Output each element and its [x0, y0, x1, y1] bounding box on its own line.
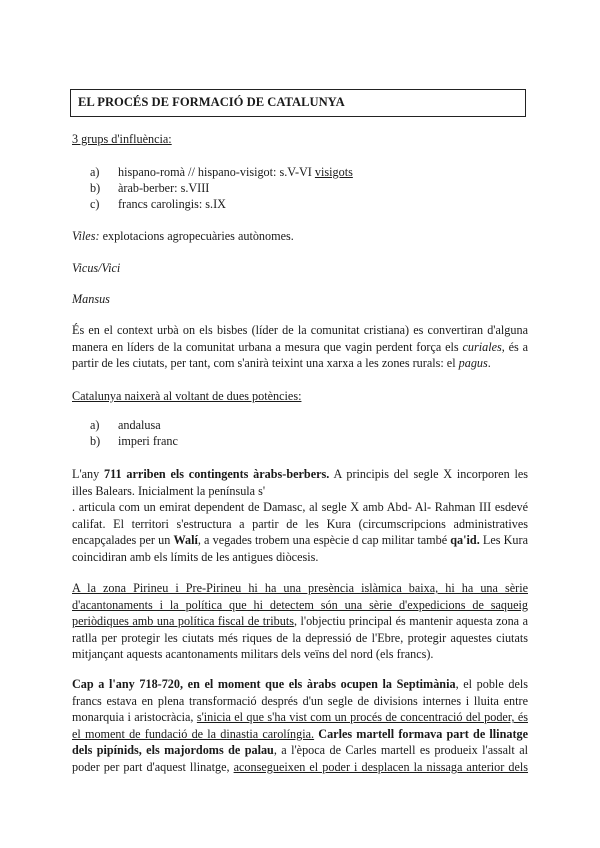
text-line: coincidiran amb els límits de les antigues diòcesis.: [72, 549, 319, 564]
list-text: àrab-berber: s.VIII: [118, 181, 210, 195]
paragraph-arab-arrival: [72, 466, 528, 566]
list-item: [90, 180, 353, 196]
mansus-term: Mansus: [72, 292, 110, 306]
list-item: [90, 433, 178, 449]
text-line: el moment de fundació de la dinastia carolíngia. Carles martell formava part de llinatge: [72, 726, 528, 741]
text-line: L'any 711 arriben els contingents àrabs-berbers. A principis del segle X incorporen les: [72, 467, 528, 481]
text-line: A la zona Pirineu i Pre-Pirineu hi ha una presència islàmica baixa, hi ha una sèrie: [72, 581, 528, 595]
powers-list: [90, 417, 178, 449]
text-line: Cap a l'any 718-720, en el moment que els àrabs ocupen la Septimània, el poble dels: [72, 677, 528, 691]
text-line: manera en líders de la comunitat urbana a mesura que vagin perdent força els curiales, és a: [72, 339, 528, 354]
list-marker: a): [90, 165, 100, 179]
text-line: . articula com un emirat dependent de Damasc, al segle X amb Abd- Al- Rahman III esdevé: [72, 500, 528, 515]
list-item: [90, 196, 353, 212]
document-title: EL PROCÉS DE FORMACIÓ DE CATALUNYA: [70, 89, 526, 117]
viles-definition: [72, 229, 294, 244]
list-item: [90, 417, 178, 433]
section-heading-powers: Catalunya naixerà al voltant de dues potències:: [72, 389, 302, 403]
list-text: hispano-romà // hispano-visigot: s.V-VI: [118, 165, 315, 179]
viles-text: explotacions agropecuàries autònomes.: [99, 229, 294, 243]
paragraph-bishops: [72, 322, 528, 372]
text-line: dels pipínids, els majordoms de palau, a l'època de Carles martell es produeix l'assalt al: [72, 743, 528, 758]
text-line: francs estava en plena transformació després d'un segle de divisions internes i lluita entre: [72, 693, 528, 708]
list-marker: b): [90, 434, 101, 448]
list-text-underlined: visigots: [314, 165, 353, 179]
paragraph-carolingians: [72, 676, 528, 776]
section-heading-groups: 3 grups d'influència:: [72, 132, 172, 146]
paragraph-pyrenees: [72, 580, 528, 663]
text-line: califat. El territori s'estructura a partir de les Kura (circumscripcions administratives: [72, 516, 528, 531]
text-line: ratlla per protegir les ciutats més riques de la depressió de l'Ebre, protegir aquestes ciutats: [72, 630, 528, 645]
list-marker: a): [90, 418, 100, 432]
viles-term: Viles:: [72, 229, 100, 243]
list-text: andalusa: [118, 418, 161, 432]
text-line: encapçalades per un Walí, a vegades trobem una espècie d cap militar també qa'id. Les Kura: [72, 533, 528, 548]
text-line: illes Balears. Inicialment la península s': [72, 483, 266, 498]
text-line: mitjançant aquests acantonaments militars dels veïns del nord (els francs).: [72, 647, 434, 662]
text-line: partir de les ciutats, per tant, com s'anirà teixint una xarxa a les zones rurals: el pagus.: [72, 356, 491, 371]
list-text: imperi franc: [118, 434, 178, 448]
list-item: [90, 164, 353, 180]
text-line: És en el context urbà on els bisbes (líder de la comunitat cristiana) es convertiran d'alguna: [72, 323, 528, 337]
groups-list: [90, 164, 353, 212]
text-line: d'acantonaments i la política que hi detectem són una sèrie d'expedicions de saqueig: [72, 597, 528, 612]
text-line: periòdiques amb una política fiscal de tributs, l'objectiu principal és mantenir aquesta zona a: [72, 614, 528, 629]
text-line: monarquia i aristocràcia, s'inicia el que s'ha vist com un procés de concentració del poder, és: [72, 710, 528, 725]
list-marker: c): [90, 197, 100, 211]
text-line: poder per part d'aquest llinatge, aconsegueixen el poder i desplacen la nissaga anterior dels: [72, 759, 529, 774]
list-text: francs carolingis: s.IX: [118, 197, 226, 211]
vicus-term: Vicus/Vici: [72, 261, 121, 275]
list-marker: b): [90, 181, 101, 195]
